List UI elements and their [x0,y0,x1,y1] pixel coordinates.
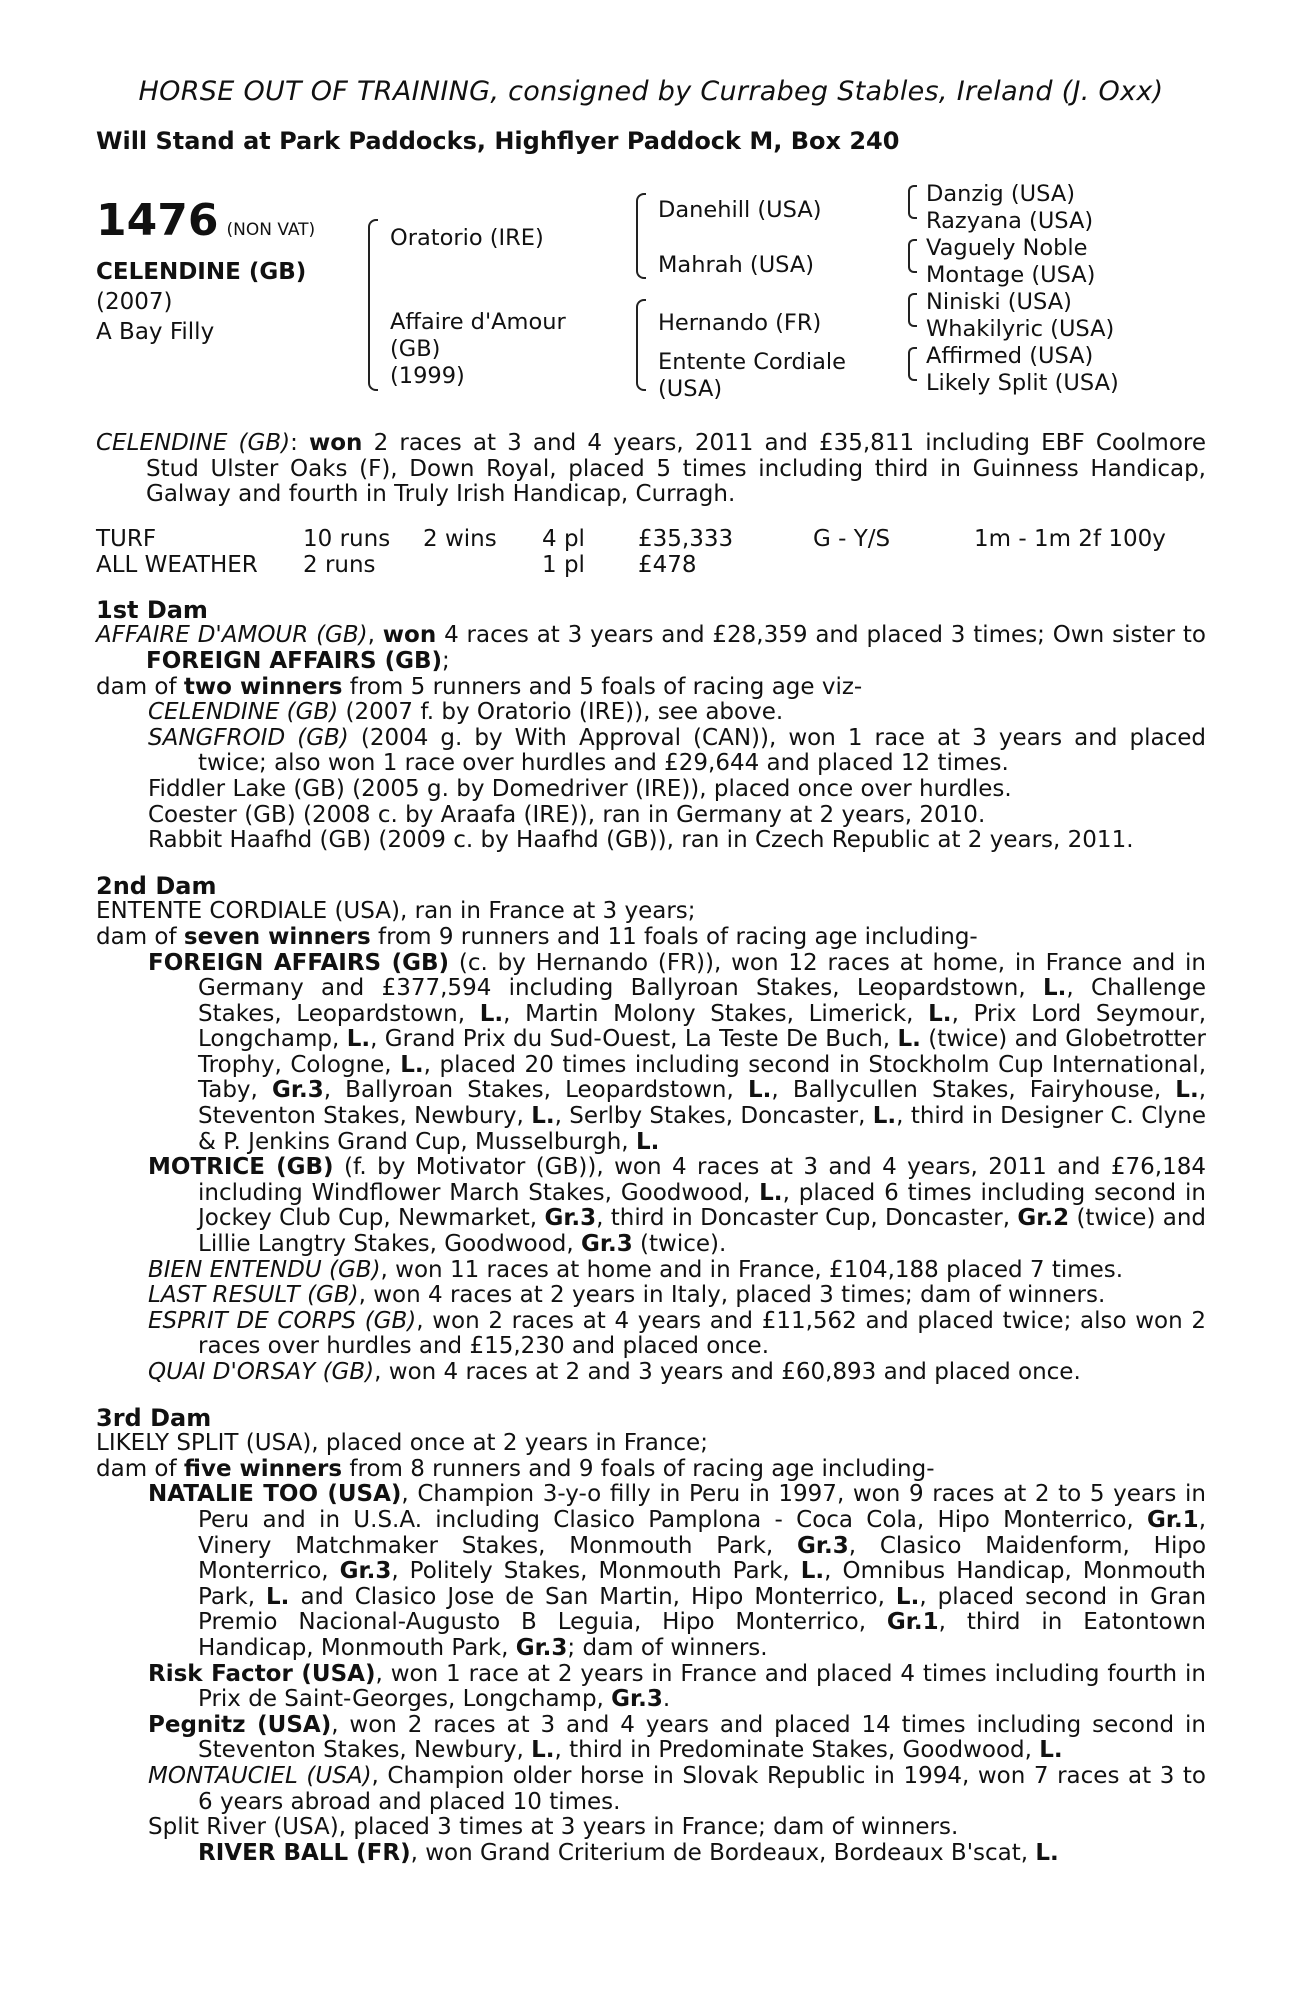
produce-text: (2007 f. by Oratorio (IRE)), see above. [345,699,784,726]
produce-text: , won 4 races at 2 and 3 years and £60,893 and placed once. [374,1359,1081,1385]
produce-text: (twice) and Lillie Langtry Stakes, Goodwood, [198,1205,1207,1258]
brace-sire-dam [368,219,378,391]
vat-status: (NON VAT) [226,220,316,240]
summary-text: 2 races at 3 and 4 years, 2011 and £35,811 including EBF Coolmore Stud Ulster Oaks (F), Down Royal, placed 5 times including third in Guinness Handicap, Galway and fourth in Truly Irish Handicap, Curragh. [146,430,1207,508]
sire: Oratorio (IRE) [390,225,544,251]
second-dam-line: ENTENTE CORDIALE (USA), ran in France at 3 years; [96,898,696,925]
produce-text: , third in Predominate Stakes, Goodwood, [554,1737,1032,1764]
produce-text: , Challenge Stakes, Leopardstown, [198,975,1206,1027]
g3-sds: Vaguely Noble [926,235,1088,261]
produce-text: , won 4 races at 2 years in Italy, placed 3 times; dam of winners. [358,1282,1106,1309]
listed-badge: L. [1039,1737,1063,1764]
listed-badge: L. [928,1000,952,1027]
produce-text: , Clasico Maidenform, Hipo Monterrico, [198,1532,1207,1585]
horse-summary: CELENDINE (GB): won 2 races at 3 and 4 years, 2011 and £35,811 including EBF Coolmore Stud Ulster Oaks (F), Down Royal, placed 5 times including third in Guinness Handicap, Galway and fourth in Truly Irish Handicap, Curragh. [96,430,1207,508]
produce-item-motrice [96,1155,1206,1257]
group-badge: Gr.3 [272,1077,324,1104]
stat-runs: 10 runs [303,525,391,552]
group-badge: Gr.3 [544,1205,597,1232]
produce-text: , Champion older horse in Slovak Republic in 1994, won 7 races at 3 to 6 years abroad and placed 10 times. [198,1762,1206,1815]
stat-placed: 1 pl [542,551,585,578]
produce-item [96,1283,1206,1309]
produce-item-river-ball [96,1841,1206,1867]
produce-text: (f. by Motivator (GB)), won 4 races at 3 and 4 years, 2011 and £76,184 including Windflower March Stakes, Goodwood, [198,1154,1206,1206]
first-dam-text: 4 races at 3 years and £28,359 and placed 3 times; Own sister to [444,622,1207,649]
group-badge: Gr.1 [1147,1506,1199,1533]
horse-info [96,257,306,347]
produce-text: , Omnibus Handicap, Monmouth Park, [198,1558,1206,1610]
listed-badge: L. [635,1128,660,1155]
produce-text: , third in Doncaster Cup, Doncaster, [596,1205,1011,1232]
g3-dsd: Whakilyric (USA) [926,316,1115,342]
runners-text: from 5 runners and 5 foals of racing age viz- [349,673,863,700]
listed-badge: L. [759,1179,783,1206]
listed-badge: L. [346,1026,371,1053]
stat-earnings: £35,333 [638,525,734,552]
stat-distance: 1m - 1m 2f 100y [974,525,1166,552]
stat-surface: ALL WEATHER [96,551,258,578]
stat-surface: TURF [96,525,157,552]
produce-text: , Champion 3-y-o filly in Peru in 1997, won 9 races at 2 to 5 years in Peru and in U.S.A. including Clasico Pamplona - Coca Cola, Hipo Monterrico, [198,1481,1207,1533]
listed-badge: L. [895,1583,920,1610]
produce-text: , won 11 races at home and in France, £104,188 placed 7 times. [380,1256,1124,1283]
dam-line-3: (1999) [390,363,465,389]
produce-item-natalie-too [96,1482,1206,1661]
first-dam-heading: 1st Dam [96,595,208,624]
first-dam-produce-line [96,675,1206,701]
second-dam-heading: 2nd Dam [96,871,217,900]
lot-number-line [96,195,315,246]
produce-name: Pegnitz (USA) [148,1711,332,1738]
won-label: won [382,622,437,649]
catalogue-page [96,76,1206,1866]
consignor-header: HORSE OUT OF TRAINING, consigned by Currabeg Stables, Ireland (J. Oxx) [138,76,1164,107]
produce-name: QUAI D'ORSAY (GB) [148,1359,375,1385]
summary-won: won [308,430,363,456]
winners-count: five winners [183,1455,343,1482]
produce-item [96,1309,1206,1360]
produce-text: , Grand Prix du Sud-Ouest, La Teste De Buch, [370,1026,891,1053]
listed-badge: L. [1042,975,1067,1002]
dam-dam-line-2: (USA) [658,376,723,402]
group-badge: Gr.3 [339,1558,392,1585]
produce-text: , won 2 races at 3 and 4 years and placed 14 times including second in Steventon Stakes, Newbury, [198,1711,1206,1764]
stats-turf-row [96,526,1206,552]
dam-dam [658,349,846,403]
produce-text: , Vinery Matchmaker Stakes, Monmouth Park, [198,1506,1206,1559]
produce-item [96,700,1206,726]
brace-dam [636,299,646,391]
produce-text: Rabbit Haafhd (GB) (2009 c. by Haafhd (GB)), ran in Czech Republic at 2 years, 2011. [148,827,1134,854]
produce-text: , won Grand Criterium de Bordeaux, Bordeaux B'scat, [410,1839,1029,1866]
pedigree-block [96,181,1206,421]
produce-text: (2004 g. by With Approval (CAN)), won 1 race at 3 years and placed twice; also won 1 race over hurdles and £29,644 and placed 12 times. [198,724,1206,777]
produce-item-foreign-affairs [96,951,1206,1156]
listed-badge: L. [479,1000,504,1027]
second-dam-produce-line [96,925,1206,951]
listed-badge: L. [266,1583,290,1610]
produce-text: ; dam of winners. [567,1634,768,1661]
produce-name: MONTAUCIEL (USA) [148,1762,372,1789]
horse-year: (2007) [96,289,173,315]
group-badge: Gr.3 [611,1686,663,1713]
listed-badge: L. [897,1026,921,1053]
group-badge: Gr.3 [797,1532,849,1559]
horse-name: CELENDINE (GB) [96,259,307,285]
produce-item [96,1258,1206,1284]
lot-number: 1476 [96,195,219,246]
produce-text: , Prix Lord Seymour, Longchamp, [198,1000,1207,1053]
produce-name: BIEN ENTENDU (GB) [148,1256,381,1283]
listed-badge: L. [747,1077,772,1104]
produce-text: Split River (USA), placed 3 times at 3 years in France; dam of winners. [148,1814,959,1841]
produce-text: (twice) and Globetrotter Trophy, Cologne, [198,1026,1207,1078]
race-stats [96,526,1206,578]
produce-text: , third in Designer C. Clyne & P. Jenkins Grand Cup, Musselburgh, [198,1103,1206,1155]
sire-dam: Mahrah (USA) [658,252,815,278]
sire-sire: Danehill (USA) [658,197,822,223]
listed-badge: L. [531,1737,555,1764]
dam-of-label: dam of [96,1455,177,1482]
produce-item [96,1815,1206,1841]
produce-text: , third in Eatontown Handicap, Monmouth Park, [198,1609,1206,1661]
produce-text: , Ballycullen Stakes, Fairyhouse, [771,1077,1162,1104]
brace-sd [908,239,917,273]
produce-text: , Ballyroan Stakes, Leopardstown, [323,1077,734,1104]
first-dam-name: AFFAIRE D'AMOUR (GB) [96,622,368,649]
listed-badge: L. [800,1558,825,1585]
g3-ddd: Likely Split (USA) [926,370,1119,396]
listed-badge: L. [1035,1839,1059,1866]
produce-text: , placed 6 times including second in Jockey Club Cup, Newmarket, [198,1179,1206,1232]
produce-text: Coester (GB) (2008 c. by Araafa (IRE)), ran in Germany at 2 years, 2010. [148,801,986,828]
brace-ds [908,293,917,327]
produce-item [96,803,1206,829]
produce-item-pegnitz [96,1713,1206,1764]
g3-dds: Affirmed (USA) [926,343,1094,369]
produce-text: , Martin Molony Stakes, Limerick, [503,1000,914,1027]
produce-text: (twice). [640,1231,727,1258]
stat-earnings: £478 [638,551,697,578]
third-dam-heading: 3rd Dam [96,1403,212,1432]
dam-sire: Hernando (FR) [658,310,822,336]
listed-badge: L. [400,1051,424,1078]
produce-name: FOREIGN AFFAIRS (GB) [148,949,450,976]
stat-going: G - Y/S [813,525,891,552]
produce-item [96,1360,1206,1386]
group-badge: Gr.1 [886,1609,939,1636]
produce-name: MOTRICE (GB) [148,1154,334,1181]
winners-count: seven winners [183,923,371,950]
produce-item [96,726,1206,777]
g3-sdd: Montage (USA) [926,262,1096,288]
runners-text: from 8 runners and 9 foals of racing age including- [349,1455,935,1482]
produce-text: , won 1 race at 2 years in France and placed 4 times including fourth in Prix de Saint-Georges, Longchamp, [198,1660,1206,1713]
produce-name: ESPRIT DE CORPS (GB) [148,1307,417,1334]
first-dam-record: AFFAIRE D'AMOUR (GB), won 4 races at 3 years and £28,359 and placed 3 times; Own sister to FOREIGN AFFAIRS (GB); [96,622,1207,674]
summary-name: CELENDINE (GB) [96,430,291,456]
produce-text: , won 2 races at 4 years and £11,562 and placed twice; also won 2 races over hurdles and £15,230 and placed once. [198,1307,1206,1360]
sister-name: FOREIGN AFFAIRS (GB) [146,647,443,674]
produce-item-risk-factor: Risk Factor (USA), won 1 race at 2 years in France and placed 4 times including fourth in Prix de Saint-Georges, Longchamp, Gr.3. [148,1660,1206,1713]
horse-description: A Bay Filly [96,319,215,345]
produce-text: , placed second in Gran Premio Nacional-Augusto B Leguia, Hipo Monterrico, [198,1583,1207,1636]
produce-name: CELENDINE (GB) [148,699,339,726]
produce-text: Fiddler Lake (GB) (2005 g. by Domedriver (IRE)), placed once over hurdles. [148,775,1012,802]
produce-item [96,1764,1206,1815]
group-badge: Gr.3 [581,1231,633,1258]
produce-name: SANGFROID (GB) [148,724,349,751]
g3-sss: Danzig (USA) [926,181,1075,207]
produce-text: (c. by Hernando (FR)), won 12 races at home, in France and in Germany and £377,594 including Ballyroan Stakes, Leopardstown, [198,949,1206,1002]
dam-of-label: dam of [96,673,177,700]
dam-dam-line-1: Entente Cordiale [658,349,846,375]
third-dam-line: LIKELY SPLIT (USA), placed once at 2 years in France; [96,1430,708,1457]
dam-line-1: Affaire d'Amour [390,309,566,335]
listed-badge: L. [531,1103,555,1130]
dam [390,309,566,390]
group-badge: Gr.3 [515,1634,568,1661]
produce-text: , Serlby Stakes, Doncaster, [554,1103,866,1130]
g3-dss: Niniski (USA) [926,289,1072,315]
listed-badge: L. [1175,1077,1199,1104]
produce-text: and Clasico Jose de San Martin, Hipo Monterrico, [300,1583,885,1610]
brace-sire [636,193,646,279]
produce-name: LAST RESULT (GB) [148,1282,359,1309]
runners-text: from 9 runners and 11 foals of racing age including- [378,923,978,950]
g3-ssd: Razyana (USA) [926,208,1094,234]
produce-text: , Politely Stakes, Monmouth Park, [391,1558,790,1585]
brace-ss [908,185,917,219]
dam-of-label: dam of [96,923,177,950]
produce-name: RIVER BALL (FR) [198,1839,411,1866]
produce-text: , Steventon Stakes, Newbury, [198,1077,1207,1130]
group-badge: Gr.2 [1017,1205,1070,1232]
dam-line-2: (GB) [390,336,441,362]
produce-item [96,828,1206,854]
produce-item [96,777,1206,803]
produce-text: , placed 20 times including second in Stockholm Cup International, Taby, [198,1051,1207,1104]
brace-dd [908,347,917,381]
third-dam-produce-line [96,1457,1206,1483]
winners-count: two winners [183,673,343,700]
location-line: Will Stand at Park Paddocks, Highflyer Paddock M, Box 240 [96,127,900,155]
produce-name: NATALIE TOO (USA) [148,1481,402,1508]
listed-badge: L. [872,1103,897,1130]
produce-name: Risk Factor (USA) [148,1660,376,1687]
stats-aw-row [96,552,1206,578]
stat-placed: 4 pl [542,525,585,552]
stat-wins: 2 wins [423,525,497,552]
stat-runs: 2 runs [303,551,376,578]
